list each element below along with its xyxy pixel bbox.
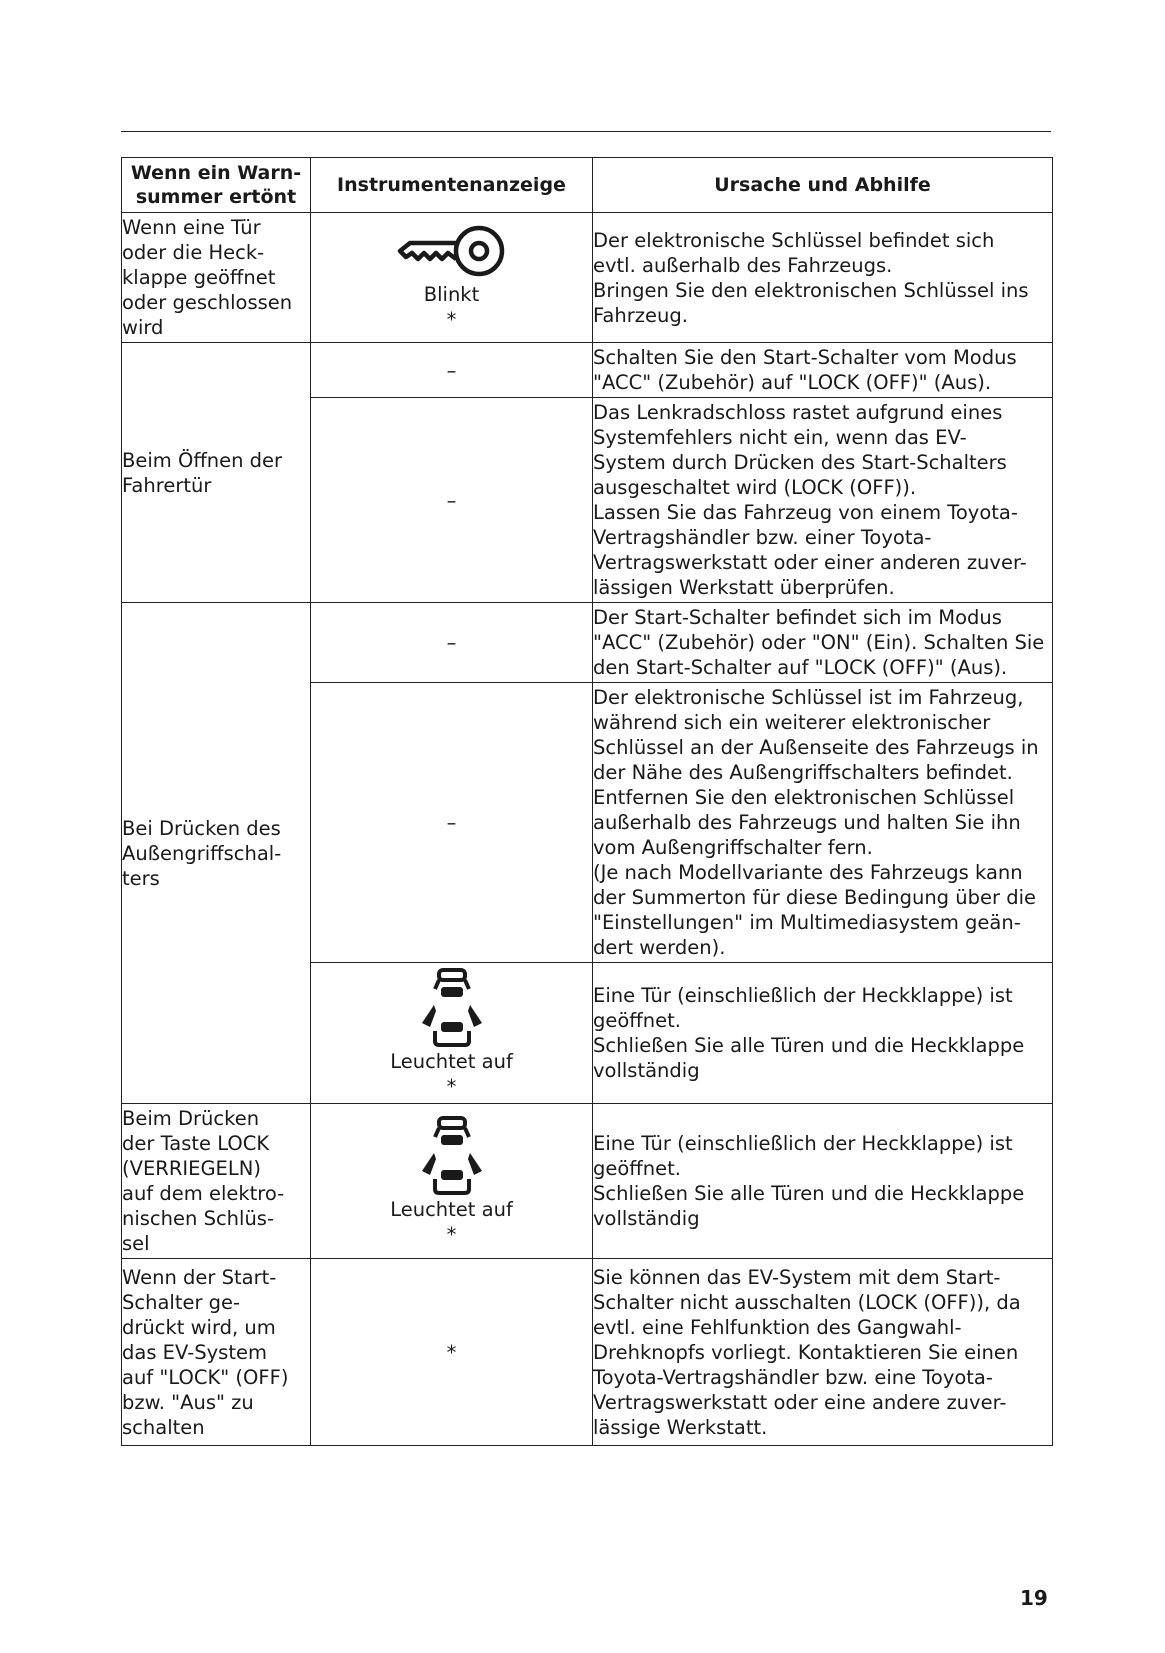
table-header-row <box>122 158 1053 213</box>
indicator-cell: * <box>311 1259 593 1446</box>
footnote-mark: * <box>446 1075 457 1098</box>
cause-cell: Der elektronische Schlüssel ist im Fahrzeug, während sich ein weiterer elektronischer Schlüssel an der Außenseite des Fahrzeugs in der Nähe des Außengriffschalters befindet. Entfernen Sie den elektronischen Schlüssel außerhalb des Fahrzeugs und halten Sie ihn vom Außengriffschalter fern. (Je nach Modellvariante des Fahrzeugs kann der Summerton für diese Bedingung über die "Einstellungen" im Multimediasystem geän- dert werden). <box>593 683 1053 963</box>
condition-cell: Beim Öffnen der Fahrertür <box>122 343 311 603</box>
key-icon <box>396 224 508 282</box>
indicator-label: Leuchtet auf <box>390 1050 513 1073</box>
indicator-cell <box>311 1104 593 1259</box>
indicator-cell: – <box>311 343 593 398</box>
condition-cell: Beim Drücken der Taste LOCK (VERRIEGELN) auf dem elektro- nischen Schlüs- sel <box>122 1104 311 1259</box>
cause-cell: Eine Tür (einschließlich der Heckklappe) ist geöffnet. Schließen Sie alle Türen und die Heckklappe vollständig <box>593 1104 1053 1259</box>
cause-cell: Sie können das EV-System mit dem Start- Schalter nicht ausschalten (LOCK (OFF)), da evtl. eine Fehlfunktion des Gangwahl- Drehknopfs vorliegt. Kontaktieren Sie einen Toyota-Vertragshändler bzw. eine Toyota- Vertragswerkstatt oder eine andere zuver- lässige Werkstatt. <box>593 1259 1053 1446</box>
indicator-cell <box>311 963 593 1104</box>
footnote-mark: * <box>446 307 457 331</box>
indicator-label: Leuchtet auf <box>390 1198 513 1221</box>
cause-cell: Das Lenkradschloss rastet aufgrund eines Systemfehlers nicht ein, wenn das EV- System durch Drücken des Start-Schalters ausgeschaltet wird (LOCK (OFF)). Lassen Sie das Fahrzeug von einem Toyota- Vertragshändler bzw. einer Toyota- Vertragswerkstatt oder einer anderen zuver- lässigen Werkstatt überprüfen. <box>593 398 1053 603</box>
indicator-cell <box>311 213 593 343</box>
top-rule <box>121 131 1051 132</box>
header-indicator: Instrumentenanzeige <box>311 158 593 213</box>
indicator-cell: – <box>311 398 593 603</box>
condition-cell: Bei Drücken des Außengriffschal- ters <box>122 603 311 1104</box>
table-row <box>122 1259 1053 1446</box>
cause-cell: Eine Tür (einschließlich der Heckklappe) ist geöffnet. Schließen Sie alle Türen und die Heckklappe vollständig <box>593 963 1053 1104</box>
condition-cell: Wenn eine Tür oder die Heck- klappe geöffnet oder geschlossen wird <box>122 213 311 343</box>
door-open-icon <box>417 1115 487 1197</box>
condition-cell: Wenn der Start- Schalter ge- drückt wird, um das EV-System auf "LOCK" (OFF) bzw. "Aus" zu schalten <box>122 1259 311 1446</box>
header-buzzer: Wenn ein Warn- summer ertönt <box>122 158 311 213</box>
cause-cell: Schalten Sie den Start-Schalter vom Modus "ACC" (Zubehör) auf "LOCK (OFF)" (Aus). <box>593 343 1053 398</box>
cause-cell: Der elektronische Schlüssel befindet sich evtl. außerhalb des Fahrzeugs. Bringen Sie den elektronischen Schlüssel ins Fahrzeug. <box>593 213 1053 343</box>
door-open-icon <box>417 967 487 1049</box>
indicator-cell: – <box>311 683 593 963</box>
table-row <box>122 603 1053 683</box>
indicator-cell: – <box>311 603 593 683</box>
indicator-label: Blinkt <box>423 282 480 306</box>
footnote-mark: * <box>446 1223 457 1246</box>
table-row <box>122 1104 1053 1259</box>
page-number: 19 <box>1020 1586 1048 1610</box>
table-row <box>122 343 1053 398</box>
table-row <box>122 213 1053 343</box>
header-cause: Ursache und Abhilfe <box>593 158 1053 213</box>
cause-cell: Der Start-Schalter befindet sich im Modus "ACC" (Zubehör) oder "ON" (Ein). Schalten Sie den Start-Schalter auf "LOCK (OFF)" (Aus). <box>593 603 1053 683</box>
warning-buzzer-table <box>121 157 1053 1446</box>
